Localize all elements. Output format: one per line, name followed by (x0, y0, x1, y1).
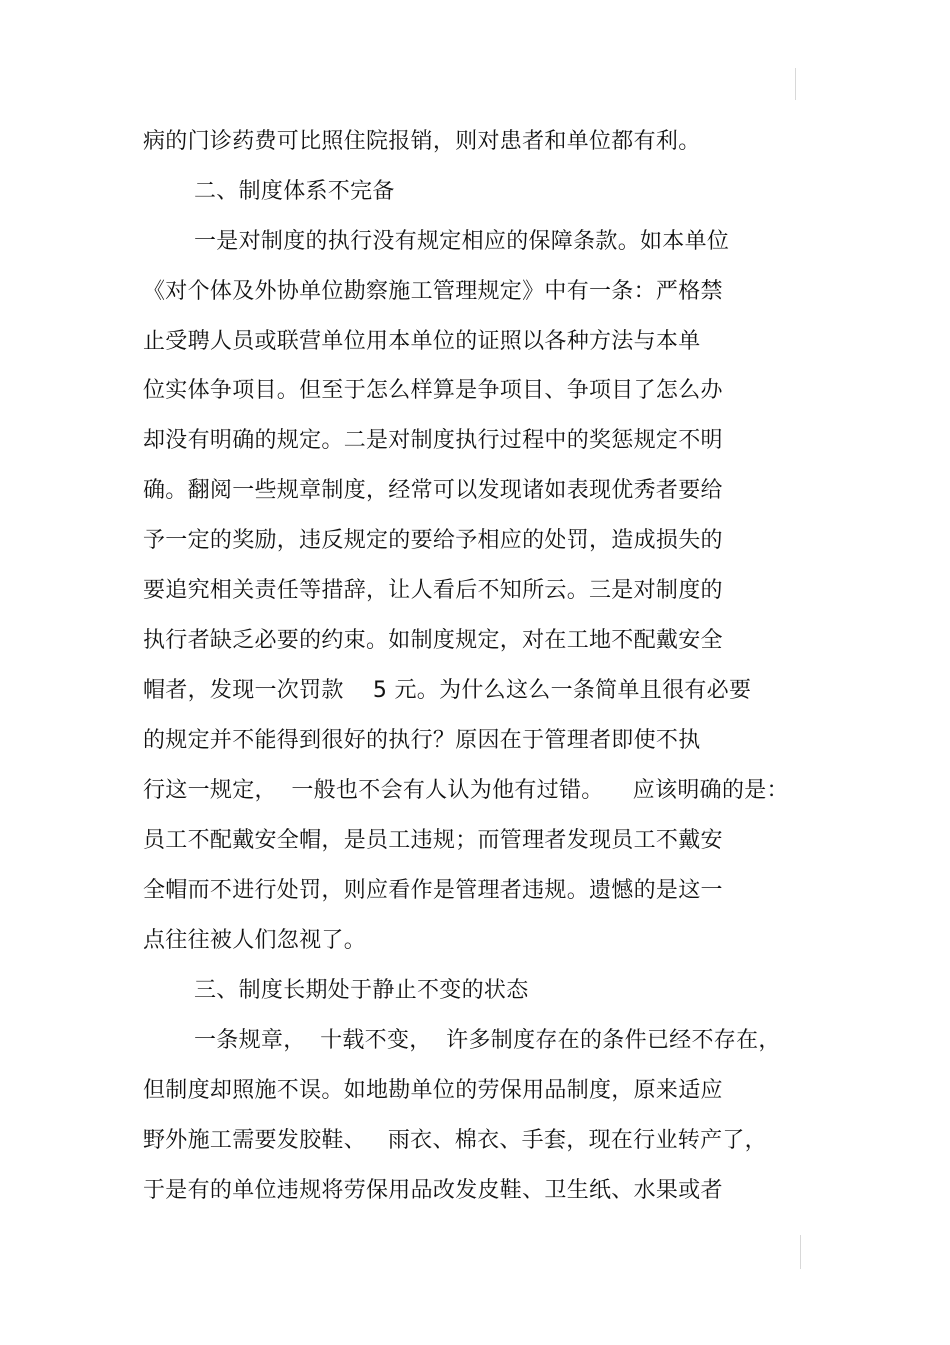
text-line-20: 但制度却照施不误。如地勘单位的劳保用品制度，原来适应 (143, 1078, 723, 1103)
text-line-22: 于是有的单位违规将劳保用品改发皮鞋、卫生纸、水果或者 (143, 1178, 723, 1203)
text-line-9: 予一定的奖励，违反规定的要给予相应的处罚，造成损失的 (143, 528, 723, 553)
text-line-10: 要追究相关责任等措辞，让人看后不知所云。三是对制度的 (143, 578, 723, 603)
text-line-14: 行这一规定， 一般也不会有人认为他有过错。 应该明确的是： (143, 778, 789, 803)
text-line-12: 帽者，发现一次罚款 5 元。为什么这么一条简单且很有必要 (143, 678, 752, 703)
text-line-5: 止受聘人员或联营单位用本单位的证照以各种方法与本单 (143, 329, 701, 354)
text-line-15: 员工不配戴安全帽，是员工违规；而管理者发现员工不戴安 (143, 828, 723, 853)
text-line-6: 位实体争项目。但至于怎么样算是争项目、争项目了怎么办 (143, 378, 723, 403)
text-line-11: 执行者缺乏必要的约束。如制度规定，对在工地不配戴安全 (143, 628, 723, 653)
page-edge-mark-bottom (800, 1235, 801, 1269)
text-line-16: 全帽而不进行处罚，则应看作是管理者违规。遗憾的是这一 (143, 878, 723, 903)
text-line-7: 却没有明确的规定。二是对制度执行过程中的奖惩规定不明 (143, 428, 723, 453)
page-edge-mark-top (795, 68, 796, 100)
text-line-4: 《对个体及外协单位勘察施工管理规定》中有一条：严格禁 (143, 279, 723, 304)
text-line-19: 一条规章， 十载不变， 许多制度存在的条件已经不存在， (194, 1028, 781, 1053)
text-line-13: 的规定并不能得到很好的执行？原因在于管理者即使不执 (143, 728, 701, 753)
section-heading-2: 二、制度体系不完备 (194, 179, 395, 204)
text-line-17: 点往往被人们忽视了。 (143, 928, 367, 953)
section-heading-3: 三、制度长期处于静止不变的状态 (194, 978, 529, 1003)
text-line-21: 野外施工需要发胶鞋、 雨衣、棉衣、手套，现在行业转产了， (143, 1128, 767, 1153)
text-line-1: 病的门诊药费可比照住院报销，则对患者和单位都有利。 (143, 129, 701, 154)
text-line-3: 一是对制度的执行没有规定相应的保障条款。如本单位 (194, 229, 730, 254)
text-line-8: 确。翻阅一些规章制度，经常可以发现诸如表现优秀者要给 (143, 478, 723, 503)
